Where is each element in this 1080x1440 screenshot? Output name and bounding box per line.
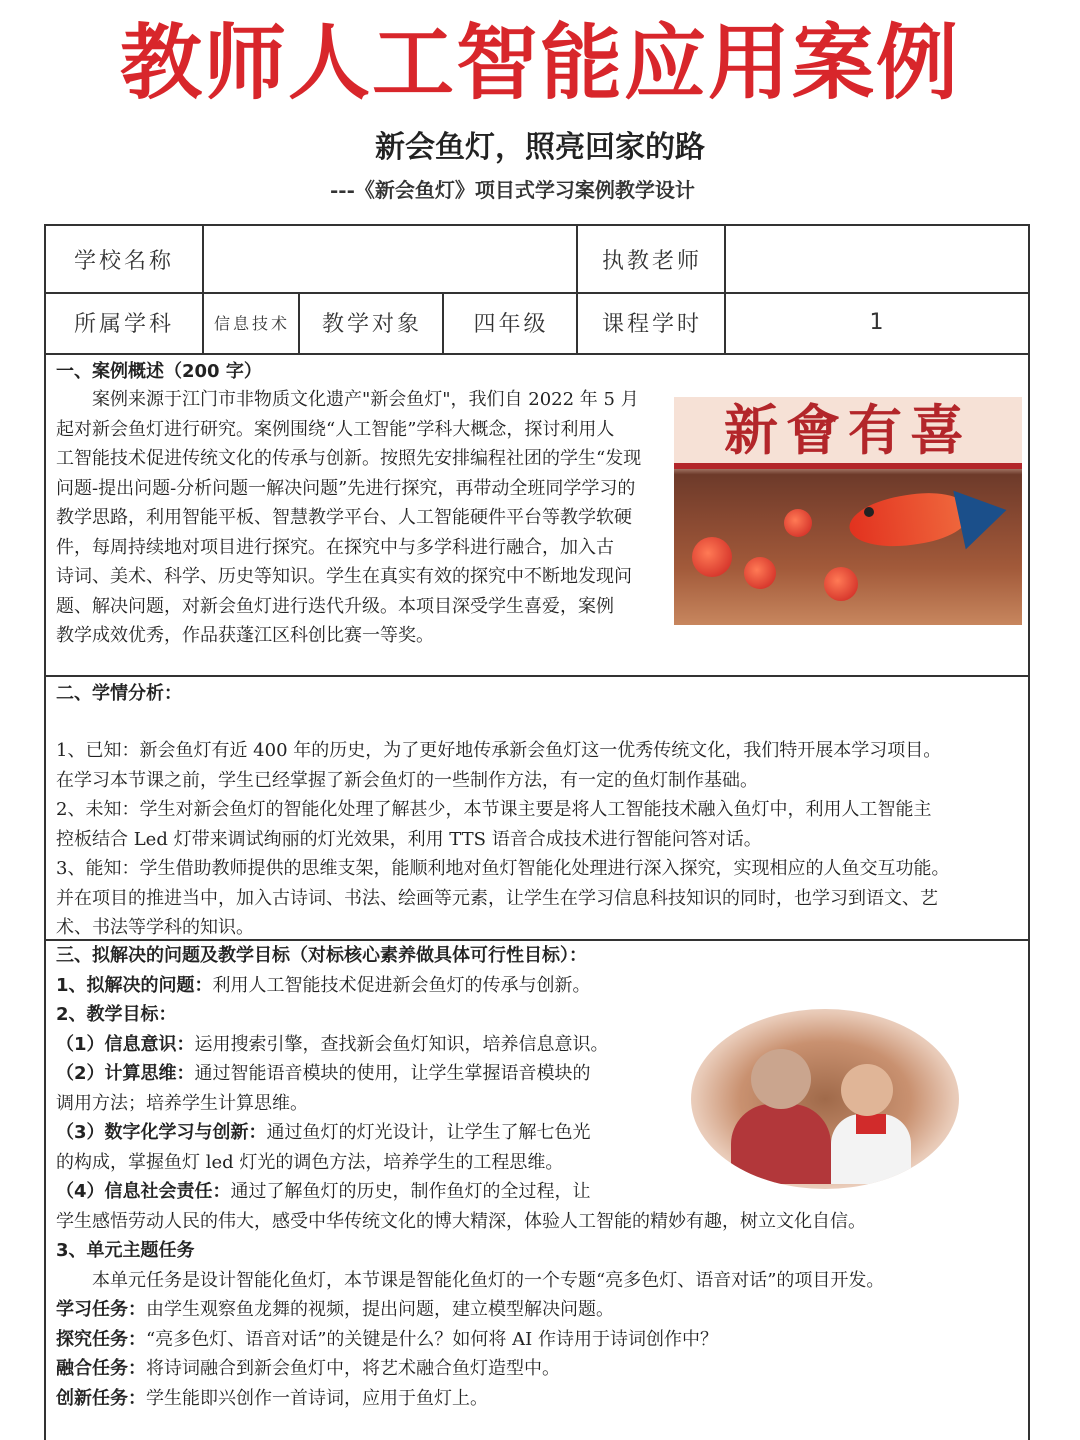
- page-title: 教师人工智能应用案例: [119, 16, 960, 111]
- section-overview-body: [56, 385, 656, 651]
- goal3-label: （3）数字化学习与创新：: [56, 1122, 267, 1143]
- fish-lantern-shape: [846, 487, 972, 553]
- merge-line: [56, 1354, 1022, 1384]
- analysis-line: 2、未知：学生对新会鱼灯的智能化处理了解甚少，本节课主要是将人工智能技术融入鱼灯中，利用人工智能主: [56, 799, 932, 820]
- lantern-shape: [692, 537, 732, 577]
- overview-line: 件，每周持续地对项目进行探究。在探究中与多学科进行融合，加入古: [56, 536, 614, 558]
- teacher-label: 执教老师: [576, 226, 726, 292]
- person-head-shape: [841, 1064, 893, 1116]
- hours-value: 1: [724, 292, 1030, 353]
- overview-line: 教学成效优秀，作品获蓬江区科创比赛一等奖。: [56, 625, 434, 646]
- overview-line: 教学思路，利用智能平板、智慧教学平台、人工智能硬件平台等教学软硬: [56, 507, 632, 528]
- analysis-line: 并在项目的推进当中，加入古诗词、书法、绘画等元素，让学生在学习信息科技知识的同时，也学习到语文、艺: [56, 887, 938, 909]
- section-analysis-body: [56, 736, 1022, 943]
- goal2-line-2: 调用方法；培养学生计算思维。: [56, 1092, 308, 1114]
- merge-label: 融合任务：: [56, 1358, 146, 1379]
- analysis-line: 3、能知：学生借助教师提供的思维支架，能顺利地对鱼灯智能化处理进行深入探究，实现相应的人鱼交互功能。: [56, 858, 950, 879]
- hours-label: 课程学时: [576, 292, 726, 353]
- task-label: 3、单元主题任务: [56, 1240, 195, 1261]
- teacher-value: [724, 226, 1030, 292]
- goal2-label: （2）计算思维：: [56, 1063, 195, 1084]
- task-line: [56, 1236, 1022, 1266]
- goal3-text: 通过鱼灯的灯光设计，让学生了解七色光: [266, 1122, 591, 1143]
- goals-label: 2、教学目标：: [56, 1004, 177, 1025]
- school-value: [202, 226, 578, 292]
- overview-line: 诗词、美术、科学、历史等知识。学生在真实有效的探究中不断地发现问: [56, 566, 632, 587]
- subject-value: 信息技术: [202, 292, 300, 353]
- lesson-subtitle: ---《新会鱼灯》项目式学习案例教学设计: [330, 178, 695, 202]
- overview-line: 工智能技术促进传统文化的传承与创新。按照先安排编程社团的学生“发现: [56, 448, 642, 469]
- analysis-line: 术、书法等学科的知识。: [56, 917, 254, 938]
- section-goals-heading: 三、拟解决的问题及教学目标（对标核心素养做具体可行性目标）：: [56, 945, 587, 966]
- audience-value: 四年级: [442, 292, 578, 353]
- section-analysis: [44, 677, 1030, 941]
- analysis-line: 在学习本节课之前，学生已经掌握了新会鱼灯的一些制作方法，有一定的鱼灯制作基础。: [56, 769, 758, 791]
- red-scarf-shape: [856, 1114, 886, 1134]
- person-head-shape: [751, 1049, 811, 1109]
- lantern-shape: [744, 557, 776, 589]
- create-text: 学生能即兴创作一首诗词，应用于鱼灯上。: [146, 1387, 488, 1409]
- section-goals: [44, 941, 1030, 1440]
- goal3-line-2: 的构成，掌握鱼灯 led 灯光的调色方法，培养学生的工程思维。: [56, 1151, 564, 1173]
- section-overview: [44, 355, 1030, 677]
- goal1-text: 运用搜索引擎，查找新会鱼灯知识，培养信息意识。: [194, 1033, 609, 1055]
- problem-text: 利用人工智能技术促进新会鱼灯的传承与创新。: [212, 974, 591, 996]
- overview-line: 案例来源于江门市非物质文化遗产"新会鱼灯"，我们自 2022 年 5 月: [92, 389, 639, 410]
- goal2-text: 通过智能语音模块的使用，让学生掌握语音模块的: [194, 1063, 591, 1084]
- fish-tail-shape: [953, 481, 1012, 550]
- person-shape: [731, 1104, 831, 1184]
- analysis-line: 控板结合 Led 灯带来调试绚丽的灯光效果，利用 TTS 语音合成技术进行智能问答对话。: [56, 828, 762, 850]
- teacher-student-photo: [691, 1009, 959, 1189]
- overview-line: 问题-提出问题-分析问题一解决问题”先进行探究，再带动全班同学学习的: [56, 477, 636, 499]
- problem-line: [56, 971, 1022, 1001]
- analysis-line: 1、已知：新会鱼灯有近 400 年的历史，为了更好地传承新会鱼灯这一优秀传统文化，我们特开展本学习项目。: [56, 740, 942, 761]
- explore-text: “亮多色灯、语音对话”的关键是什么？如何将 AI 作诗用于诗词创作中？: [146, 1328, 718, 1350]
- goal1-label: （1）信息意识：: [56, 1033, 195, 1055]
- subject-label: 所属学科: [73, 312, 174, 337]
- info-row-school: [46, 226, 1028, 294]
- lantern-shape: [784, 509, 812, 537]
- photo-banner-text: 新會有喜: [674, 397, 1022, 469]
- lantern-shape: [824, 567, 858, 601]
- info-row-subject: [46, 292, 1028, 353]
- overview-line: 题、解决问题，对新会鱼灯进行迭代升级。本项目深受学生喜爱，案例: [56, 595, 614, 617]
- info-table: [44, 224, 1030, 355]
- problem-label: 1、拟解决的问题：: [56, 974, 213, 996]
- section-analysis-heading: 二、学情分析：: [56, 683, 182, 704]
- fish-lantern-photo: [674, 397, 1022, 625]
- merge-text: 将诗词融合到新会鱼灯中，将艺术融合鱼灯造型中。: [146, 1358, 560, 1379]
- explore-line: [56, 1325, 1022, 1355]
- overview-line: 起对新会鱼灯进行研究。案例围绕“人工智能”学科大概念，探讨利用人: [56, 418, 615, 440]
- lesson-title: 新会鱼灯，照亮回家的路: [375, 130, 705, 165]
- section-overview-heading: 一、案例概述（200 字）: [56, 361, 262, 382]
- learn-line: [56, 1295, 1022, 1325]
- goal4-line-2: 学生感悟劳动人民的伟大，感受中华传统文化的博大精深，体验人工智能的精妙有趣，树立文化自信。: [56, 1210, 866, 1232]
- audience-label: 教学对象: [298, 292, 444, 353]
- create-line: [56, 1384, 1022, 1414]
- goal4-text: 通过了解鱼灯的历史，制作鱼灯的全过程，让: [230, 1181, 591, 1202]
- school-label: 学校名称: [73, 248, 174, 274]
- learn-label: 学习任务：: [56, 1299, 146, 1320]
- explore-label: 探究任务：: [56, 1328, 146, 1350]
- goal4-label: （4）信息社会责任：: [56, 1181, 231, 1202]
- create-label: 创新任务：: [56, 1387, 146, 1409]
- task-intro: 本单元任务是设计智能化鱼灯，本节课是智能化鱼灯的一个专题“亮多色灯、语音对话”的项目开发。: [92, 1269, 885, 1291]
- learn-text: 由学生观察鱼龙舞的视频，提出问题，建立模型解决问题。: [146, 1299, 614, 1320]
- fish-eye-shape: [864, 507, 874, 517]
